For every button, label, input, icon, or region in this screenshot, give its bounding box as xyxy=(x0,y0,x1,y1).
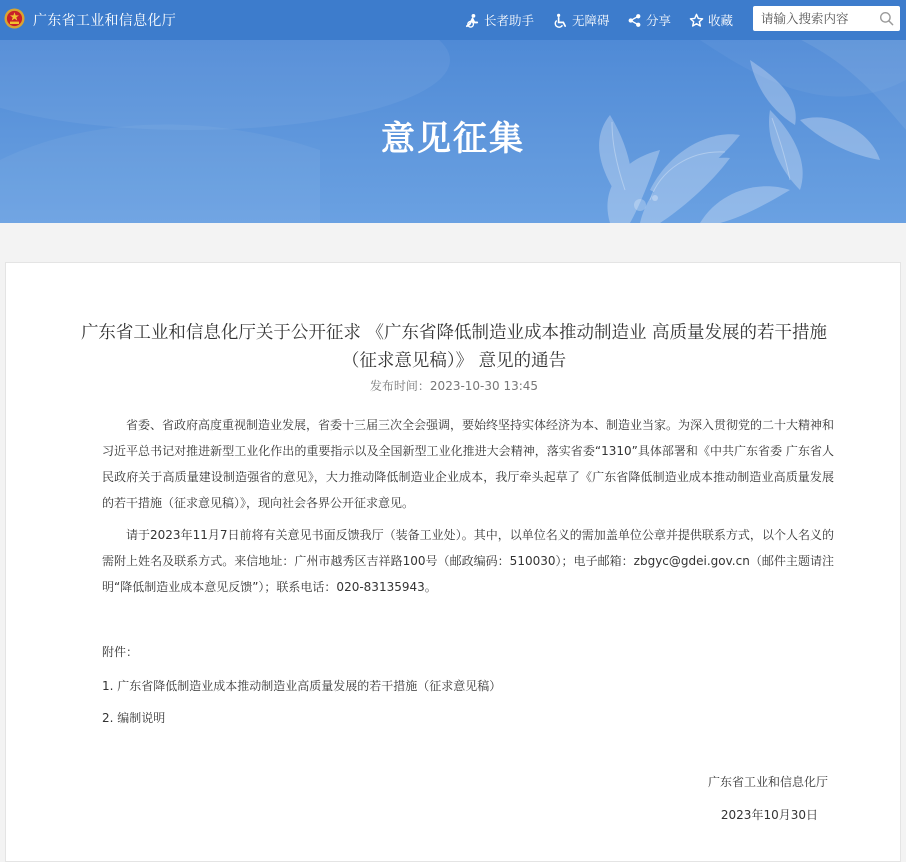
share-button[interactable] xyxy=(627,11,671,29)
elder-assistant-label: 长者助手 xyxy=(484,13,535,28)
signature-date: 2023年10月30日 xyxy=(720,808,818,822)
share-icon xyxy=(627,13,642,28)
publish-time: 发布时间：2023-10-30 13:45 xyxy=(369,379,539,393)
article-title: 广东省工业和信息化厅关于公开征求 《广东省降低制造业成本推动制造业 高质量发展的若干措施（征求意见稿）》 意见的通告 xyxy=(80,323,828,371)
favorite-label: 收藏 xyxy=(708,13,734,28)
page-banner xyxy=(0,40,906,223)
article-paragraph: 请于2023年11月7日前将有关意见书面反馈我厅（装备工业处）。其中，以单位名义的需加盖单位公章并提供联系方式，以个人名义的需附上姓名及联系方式。来信地址：广州市越秀区吉祥路100号（邮政编码：510030）；电子邮箱：zbgyc@gdei.gov.cn（邮件主题请注明“降低制造业成本意见反馈”）；联系电话：020-83135943。 xyxy=(102,528,834,594)
search-box xyxy=(753,6,900,31)
wheelchair-icon xyxy=(553,13,568,28)
attachment-link[interactable]: 1. 广东省降低制造业成本推动制造业高质量发展的若干措施（征求意见稿） xyxy=(102,679,502,693)
top-header-bar xyxy=(0,0,906,40)
article-card xyxy=(5,262,901,862)
accessibility-button[interactable] xyxy=(553,11,610,29)
site-name[interactable]: 广东省工业和信息化厅 xyxy=(33,13,176,29)
attachments-label: 附件： xyxy=(102,645,139,659)
share-label: 分享 xyxy=(646,13,672,28)
favorite-button[interactable] xyxy=(689,11,733,29)
banner-title: 意见征集 xyxy=(381,119,525,159)
search-input[interactable] xyxy=(753,6,873,31)
article-paragraph: 省委、省政府高度重视制造业发展，省委十三届三次全会强调，要始终坚持实体经济为本、制造业当家。为深入贯彻党的二十大精神和习近平总书记对推进新型工业化作出的重要指示以及全国新型工业化推进大会精神，落实省委“1310”具体部署和《中共广东省委 广东省人民政府关于高质量建设制造强省的意见》，大力推动降低制造业企业成本，我厅牵头起草了《广东省降低制造业成本推动制造业高质量发展的若干措施（征求意见稿）》，现向社会各界公开征求意见。 xyxy=(102,418,835,510)
attachment-link[interactable]: 2. 编制说明 xyxy=(102,711,166,725)
national-emblem-icon[interactable] xyxy=(4,8,25,29)
star-icon xyxy=(689,13,704,28)
signature-org: 广东省工业和信息化厅 xyxy=(707,775,828,789)
elder-assistant-icon xyxy=(465,13,480,28)
accessibility-label: 无障碍 xyxy=(572,13,610,28)
search-icon[interactable] xyxy=(879,11,894,26)
elder-assistant-button[interactable] xyxy=(465,11,534,29)
